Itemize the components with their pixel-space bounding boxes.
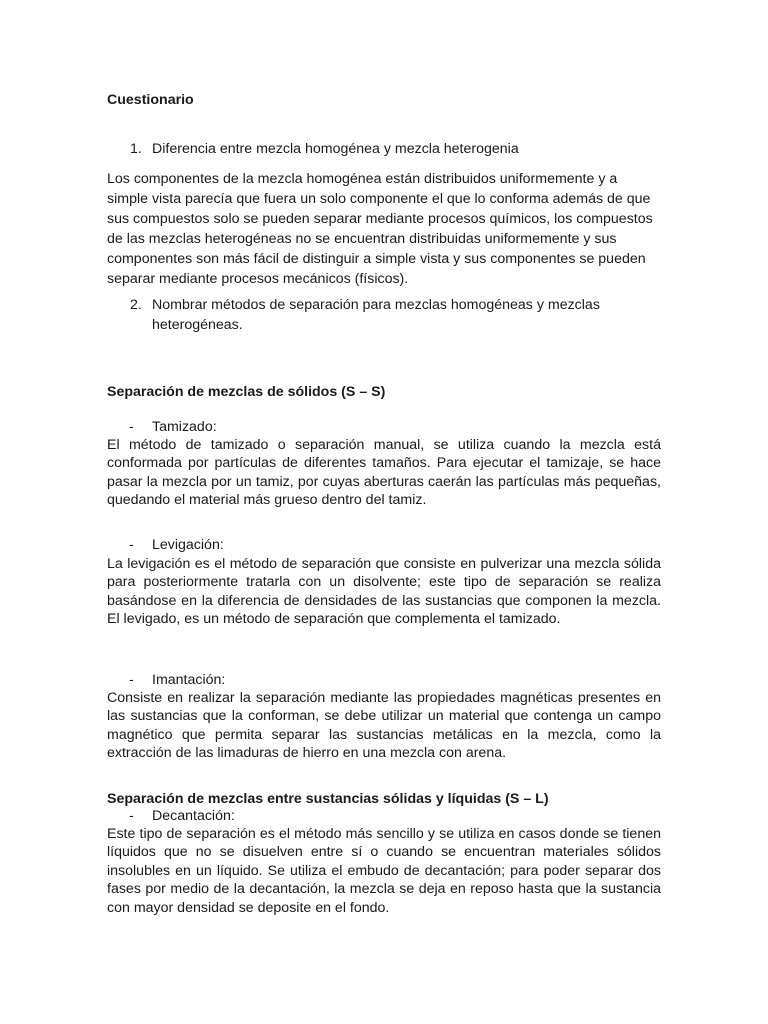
- method-label: Tamizado:: [152, 419, 217, 435]
- question-1: [130, 139, 661, 159]
- method-levigacion-label: [129, 536, 224, 554]
- method-decantacion-text: Este tipo de separación es el método más sencillo y se utiliza en casos donde se tienen líquidos que no se disuelven entre sí o cuando se encuentran materiales sólidos insolubles en un líquido. Se utiliza el embudo de decantación; para poder separar dos fases por medio de la decantación, la mezcla se deja en reposo hasta que la sustancia con mayor densidad se deposite en el fondo.: [107, 826, 661, 916]
- section-solid-liquid-heading: Separación de mezclas entre sustancias sólidas y líquidas (S – L): [107, 791, 549, 807]
- method-label: Levigación:: [152, 537, 224, 553]
- method-imantacion-label: [129, 671, 225, 689]
- answer-1-paragraph: Los componentes de la mezcla homogénea están distribuidos uniformemente y a simple vista parecía que fuera un solo componente el que lo conforma además de que sus compuestos solo se pueden separar mediante procesos químicos, los compuestos de las mezclas heterogéneas no se encuentran distribuidas uniformemente y sus componentes son más fácil de distinguir a simple vista y sus componentes se pueden separar mediante procesos mecánicos (físicos).: [107, 171, 653, 287]
- method-tamizado-text: El método de tamizado o separación manual, se utiliza cuando la mezcla está conformada por partículas de diferentes tamaños. Para ejecutar el tamizaje, se hace pasar la mezcla por un tamiz, por cuyas aberturas caerán las partículas más pequeñas, quedando el material más grueso dentro del tamiz.: [107, 437, 661, 509]
- method-decantacion-label: [129, 807, 235, 825]
- question-2-text: Nombrar métodos de separación para mezclas homogéneas y mezclas heterogéneas.: [152, 297, 600, 333]
- document-title: Cuestionario: [107, 92, 194, 108]
- method-levigacion-text: La levigación es el método de separación que consiste en pulverizar una mezcla sólida para posteriormente tratarla con un disolvente; este tipo de separación se realiza basándose en la diferencia de densidades de las sustancias que componen la mezcla. El levigado, es un método de separación que complementa el tamizado.: [107, 556, 661, 628]
- method-label: Imantación:: [152, 672, 226, 688]
- method-label: Decantación:: [152, 808, 235, 824]
- method-imantacion-text: Consiste en realizar la separación mediante las propiedades magnéticas presentes en las sustancias que la conforman, se debe utilizar un material que contenga un campo magnético que permita separar las sustancias metálicas en la mezcla, como la extracción de las limaduras de hierro en una mezcla con arena.: [107, 690, 661, 762]
- method-tamizado-label: [129, 418, 217, 436]
- question-1-text: Diferencia entre mezcla homogénea y mezcla heterogenia: [152, 141, 519, 157]
- question-2: [130, 295, 661, 335]
- question-1-number: 1.: [130, 141, 142, 157]
- list-dash: -: [129, 808, 134, 824]
- list-dash: -: [129, 537, 134, 553]
- question-2-number: 2.: [130, 297, 142, 313]
- list-dash: -: [129, 419, 134, 435]
- section-solids-heading: Separación de mezclas de sólidos (S – S): [107, 384, 386, 400]
- list-dash: -: [129, 672, 134, 688]
